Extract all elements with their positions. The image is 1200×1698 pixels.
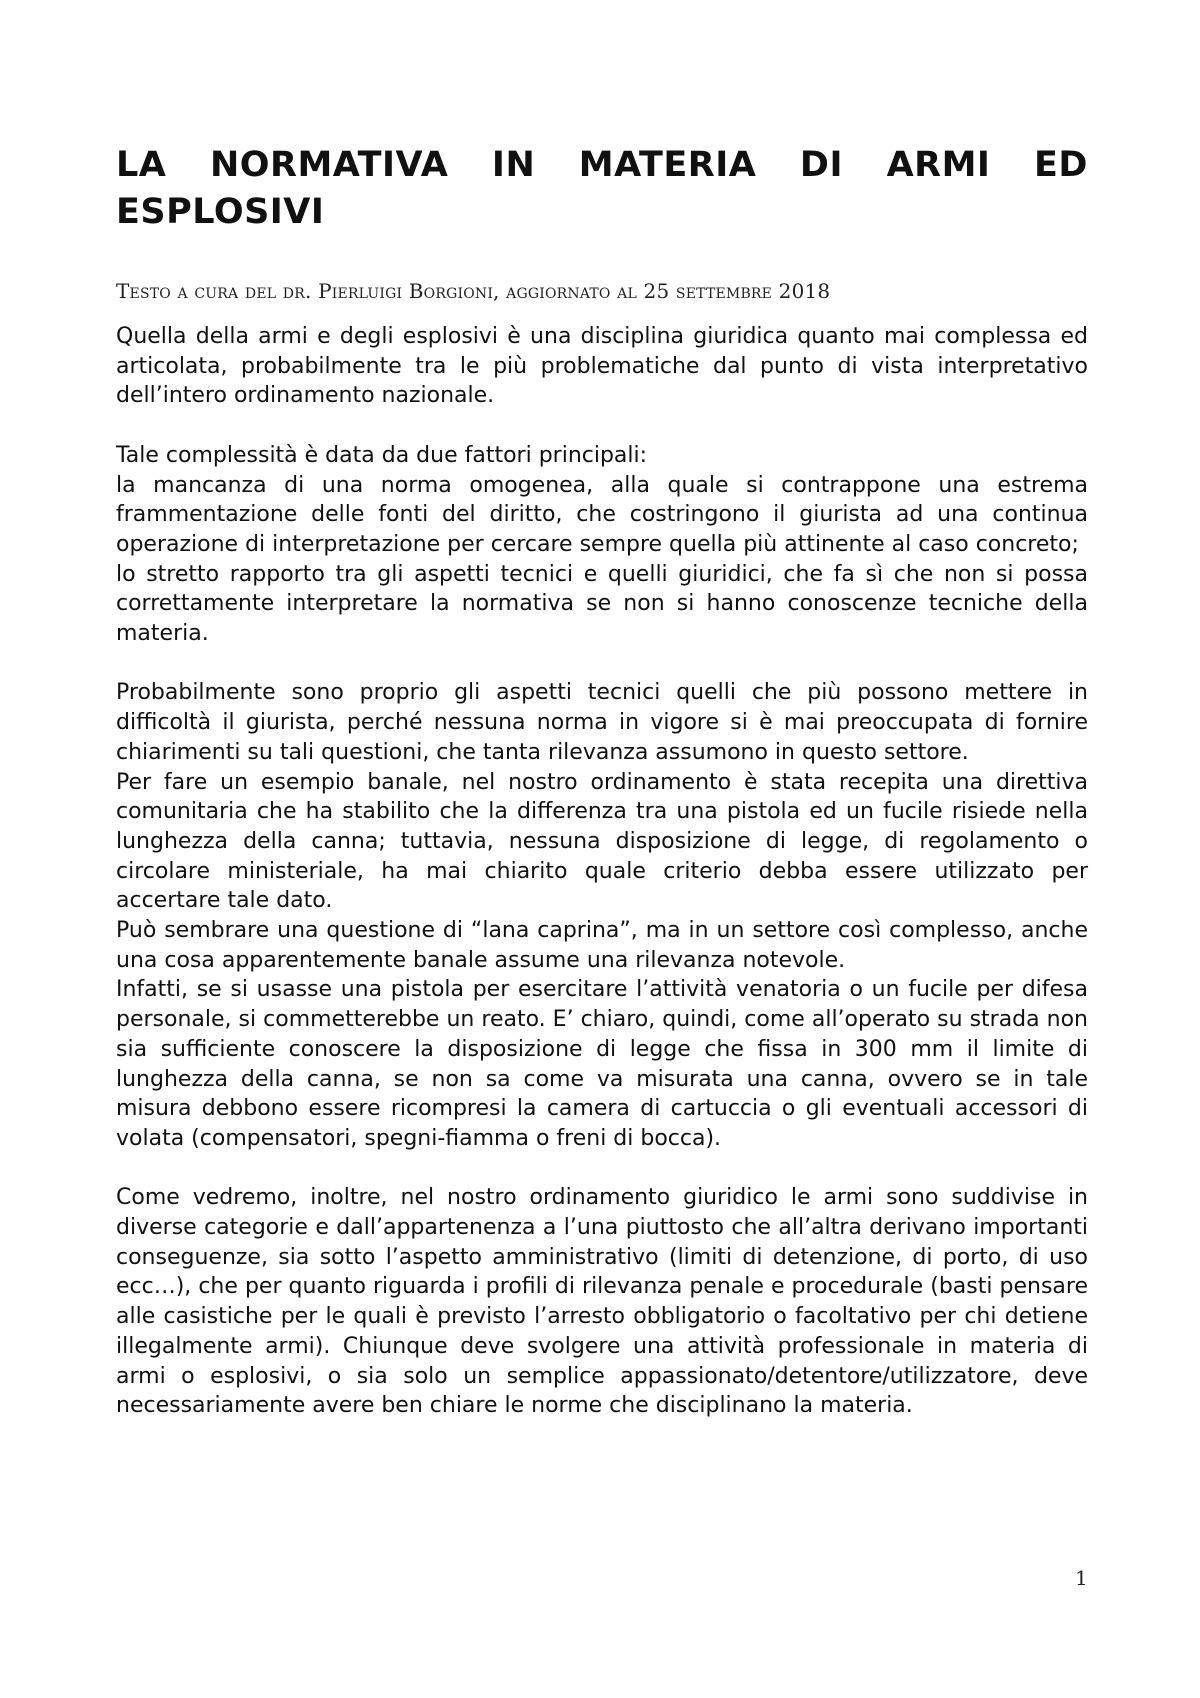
title-line-2: ESPLOSIVI <box>116 192 325 232</box>
paragraph-factors-heading: Tale complessità è data da due fattori principali: <box>116 442 648 468</box>
paragraph-lana-caprina: Può sembrare una questione di “lana caprina”, ma in un settore così complesso, anche una cosa apparentemente banale assume una rilevanza notevole. <box>116 918 1088 973</box>
document-subtitle: Testo a cura del dr. Pierluigi Borgioni, aggiornato al 25 settembre 2018 <box>116 279 831 303</box>
paragraph-categories: Come vedremo, inoltre, nel nostro ordinamento giuridico le armi sono suddivise in diverse categorie e dall’appartenenza a l’una piuttosto che all’altra derivano importanti conseguenze, sia sotto l’aspetto amministrativo (limiti di detenzione, di porto, di uso ecc…), che per quanto riguarda i profili di rilevanza penale e procedurale (basti pensare alle casistiche per le quali è previsto l’arresto obbligatorio o facoltativo per chi detiene illegalmente armi). Chiunque deve svolgere una attività professionale in materia di armi o esplosivi, o sia solo un semplice appassionato/detentore/utilizzatore, deve necessariamente avere ben chiare le norme che disciplinano la materia. <box>116 1185 1088 1419</box>
title-line-1: LA NORMATIVA IN MATERIA DI ARMI ED <box>116 145 1088 185</box>
paragraph-reato: Infatti, se si usasse una pistola per esercitare l’attività venatoria o un fucile per difesa personale, si commetterebbe un reato. E’ chiaro, quindi, come all’operato su strada non sia sufficiente conoscere la disposizione di legge che fissa in 300 mm il limite di lunghezza della canna, se non sa come va misurata una canna, ovvero se in tale misura debbono essere ricompresi la camera di cartuccia o gli eventuali accessori di volata (compensatori, spegni-fiamma o freni di bocca). <box>116 977 1088 1151</box>
page-number: 1 <box>1075 1566 1088 1590</box>
document-page <box>116 142 1088 1421</box>
document-title <box>116 142 1088 236</box>
document-body <box>116 322 1088 1421</box>
paragraph-factor-1: la mancanza di una norma omogenea, alla quale si contrappone una estrema frammentazione delle fonti del diritto, che costringono il giurista ad una continua operazione di interpretazione per cercare sempre quella più attinente al caso concreto; <box>116 472 1088 557</box>
paragraph-factor-2: lo stretto rapporto tra gli aspetti tecnici e quelli giuridici, che fa sì che non si possa correttamente interpretare la normativa se non si hanno conoscenze tecniche della materia. <box>116 561 1088 647</box>
paragraph-intro: Quella della armi e degli esplosivi è una disciplina giuridica quanto mai complessa ed articolata, probabilmente tra le più problematiche dal punto di vista interpretativo dell’intero ordinamento nazionale. <box>116 324 1088 409</box>
paragraph-example: Per fare un esempio banale, nel nostro ordinamento è stata recepita una direttiva comunitaria che ha stabilito che la differenza tra una pistola ed un fucile risiede nella lunghezza della canna; tuttavia, nessuna disposizione di legge, di regolamento o circolare ministeriale, ha mai chiarito quale criterio debba essere utilizzato per accertare tale dato. <box>116 769 1088 914</box>
paragraph-technical-aspects: Probabilmente sono proprio gli aspetti tecnici quelli che più possono mettere in difficoltà il giurista, perché nessuna norma in vigore si è mai preoccupata di fornire chiarimenti su tali questioni, che tanta rilevanza assumono in questo settore. <box>116 680 1088 765</box>
